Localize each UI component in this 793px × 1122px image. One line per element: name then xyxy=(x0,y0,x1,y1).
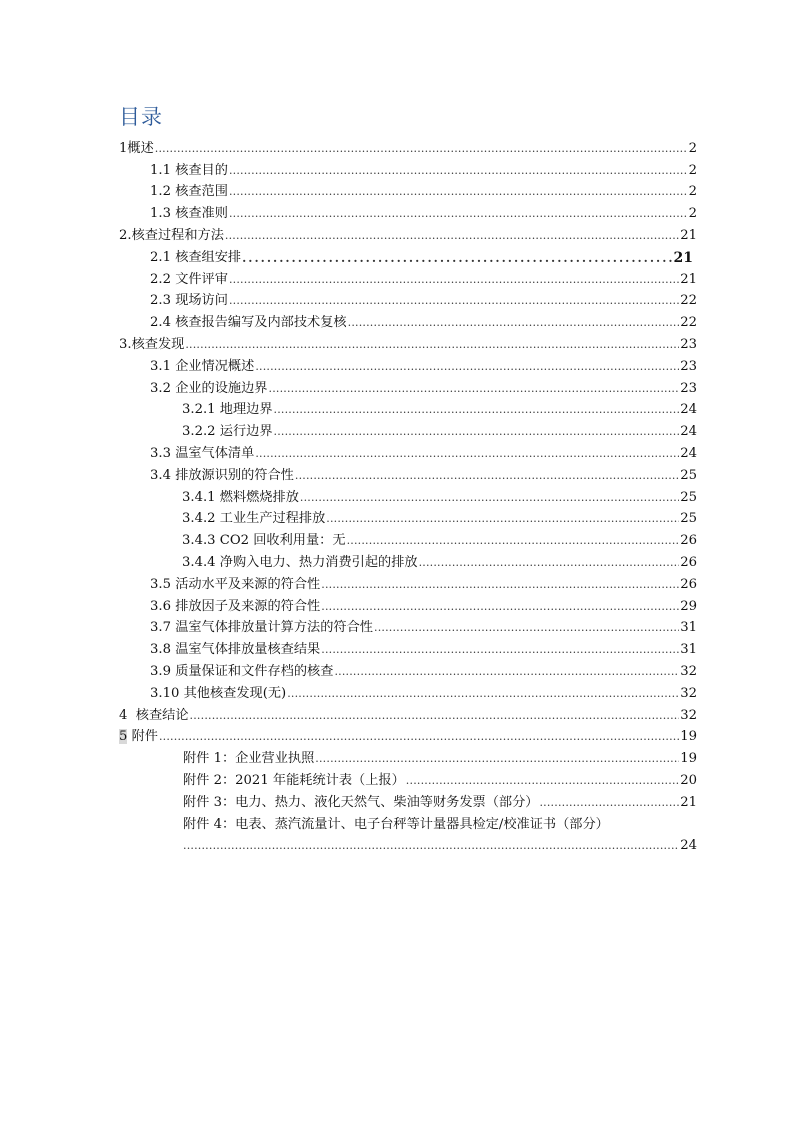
dot-leader xyxy=(321,642,679,658)
dot-leader xyxy=(406,773,679,789)
toc-entry-page: 22 xyxy=(680,293,697,309)
toc-entry-page: 2 xyxy=(688,162,697,178)
toc-entry-text: 核查过程和方法 xyxy=(131,227,224,243)
toc-entry[interactable] xyxy=(0,331,793,353)
dot-leader xyxy=(229,163,688,179)
toc-entry-text: 核查准则 xyxy=(175,206,228,222)
dot-leader xyxy=(287,686,679,702)
toc-entry-text: CO2 回收利用量：无 xyxy=(219,533,346,549)
toc-entry-number: 3.2.2 xyxy=(182,424,216,440)
toc-entry-page: 21 xyxy=(673,249,693,266)
dot-leader xyxy=(321,599,679,615)
toc-entry-number: 1 xyxy=(119,140,128,156)
toc-entry-number: 5 xyxy=(119,729,128,745)
toc-entry[interactable] xyxy=(0,615,793,637)
toc-entry[interactable] xyxy=(0,745,793,767)
toc-entry[interactable] xyxy=(0,506,793,528)
toc-entry-text: 企业情况概述 xyxy=(175,358,255,374)
dot-leader xyxy=(374,620,679,636)
toc-entry-text: 2021 年能耗统计表（上报） xyxy=(235,772,405,788)
toc-entry-number: 2.4 xyxy=(150,315,171,331)
toc-entry-number: 3.4.4 xyxy=(182,554,216,570)
toc-entry-page: 32 xyxy=(680,707,697,723)
dot-leader xyxy=(185,337,679,353)
toc-entry[interactable] xyxy=(0,593,793,615)
dot-leader xyxy=(255,359,679,375)
dot-leader xyxy=(315,751,679,767)
toc-entry-page: 23 xyxy=(680,336,697,352)
toc-entry-page: 26 xyxy=(680,554,697,570)
dot-leader xyxy=(242,250,672,266)
dot-leader xyxy=(190,708,680,724)
dot-leader xyxy=(159,729,679,745)
toc-entry-page: 23 xyxy=(680,380,697,396)
dot-leader xyxy=(334,664,679,680)
toc-entry-page: 21 xyxy=(680,271,697,287)
toc-entry-number: 3.8 xyxy=(150,642,171,658)
toc-entry-number: 3.2.1 xyxy=(182,402,216,418)
toc-entry-text: 运行边界 xyxy=(219,424,273,440)
toc-entry-number: 3.10 xyxy=(150,685,180,701)
toc-entry-page: 24 xyxy=(680,445,697,461)
toc-entry[interactable] xyxy=(0,571,793,593)
toc-entry-text: 核查范围 xyxy=(175,184,228,200)
toc-entry[interactable] xyxy=(0,244,793,266)
toc-entry-text: 温室气体排放量核查结果 xyxy=(175,642,321,658)
toc-entry-number: 3.3 xyxy=(150,445,171,461)
toc-entry-text: 电力、热力、液化天然气、柴油等财务发票（部分） xyxy=(235,794,539,810)
toc-entry-text: 核查结论 xyxy=(135,707,189,723)
toc-entry-number: 附件 4： xyxy=(183,816,236,832)
dot-leader xyxy=(295,468,679,484)
dot-leader xyxy=(269,381,680,397)
toc-entry-number: 3.4.1 xyxy=(182,489,216,505)
toc-entry-page: 26 xyxy=(680,576,697,592)
toc-entry-page: 25 xyxy=(680,511,697,527)
toc-entry-page: 22 xyxy=(680,315,697,331)
dot-leader xyxy=(347,533,680,549)
toc-entry-page: 23 xyxy=(680,358,697,374)
toc-entry-number: 3.5 xyxy=(150,576,171,592)
dot-leader xyxy=(229,184,688,200)
toc-entry[interactable] xyxy=(0,636,793,658)
toc-entry-page: 32 xyxy=(680,663,697,679)
toc-entry-text: 地理边界 xyxy=(219,402,273,418)
dot-leader xyxy=(225,228,679,244)
toc-entry-continuation[interactable] xyxy=(0,833,793,855)
toc-entry-page: 26 xyxy=(680,533,697,549)
toc-entry[interactable] xyxy=(0,658,793,680)
toc-entry-text: 核查目的 xyxy=(175,162,228,178)
toc-entry-number: 2.2 xyxy=(150,271,171,287)
toc-entry-number: 1.1 xyxy=(150,162,171,178)
toc-entry-number: 附件 2： xyxy=(183,772,236,788)
toc-entry[interactable] xyxy=(0,397,793,419)
toc-entry[interactable] xyxy=(0,418,793,440)
toc-entry-number: 3.2 xyxy=(150,380,171,396)
toc-entry-page: 31 xyxy=(680,642,697,658)
toc-entry[interactable] xyxy=(0,440,793,462)
toc-entry-page: 24 xyxy=(680,424,697,440)
toc-entry-text: 概述 xyxy=(127,140,154,156)
toc-entry[interactable] xyxy=(0,200,793,222)
toc-entry-page: 21 xyxy=(680,794,697,810)
toc-entry[interactable] xyxy=(0,179,793,201)
toc-entry-text: 温室气体清单 xyxy=(175,445,255,461)
dot-leader xyxy=(255,446,679,462)
toc-entry-number: 3.4.3 xyxy=(182,533,216,549)
dot-leader xyxy=(274,402,680,418)
dot-leader xyxy=(183,838,679,854)
toc-entry-text: 文件评审 xyxy=(175,271,228,287)
toc-entry[interactable] xyxy=(0,135,793,157)
toc-entry-page: 24 xyxy=(680,402,697,418)
toc-entry[interactable] xyxy=(0,288,793,310)
toc-entry[interactable] xyxy=(0,549,793,571)
toc-entry-text: 企业的设施边界 xyxy=(175,380,268,396)
toc-entry-text: 排放因子及来源的符合性 xyxy=(175,598,321,614)
toc-entry-number: 3.9 xyxy=(150,663,171,679)
toc-entry-page: 31 xyxy=(680,620,697,636)
toc-entry[interactable] xyxy=(0,353,793,375)
toc-entry-text: 活动水平及来源的符合性 xyxy=(175,576,321,592)
toc-entry-page: 2 xyxy=(688,140,697,156)
toc-entry-text: 排放源识别的符合性 xyxy=(175,467,294,483)
toc-entry-text: 质量保证和文件存档的核查 xyxy=(175,663,334,679)
toc-entry-page: 19 xyxy=(680,729,697,745)
dot-leader xyxy=(326,511,679,527)
toc-entry-page: 2 xyxy=(688,206,697,222)
toc-entry-number: 附件 3： xyxy=(183,794,236,810)
toc-entry[interactable] xyxy=(0,375,793,397)
toc-entry-page: 25 xyxy=(680,489,697,505)
toc-entry-text: 附件 xyxy=(131,729,158,745)
toc-entry[interactable] xyxy=(0,767,793,789)
toc-entry-page: 2 xyxy=(688,184,697,200)
dot-leader xyxy=(274,424,680,440)
toc-entry[interactable] xyxy=(0,789,793,811)
toc-entry-text: 企业营业执照 xyxy=(235,751,315,767)
toc-entry[interactable] xyxy=(0,680,793,702)
toc-entry-page: 32 xyxy=(680,685,697,701)
toc-entry-text: 核查组安排 xyxy=(175,249,242,265)
toc-entry-page: 24 xyxy=(680,838,697,854)
toc-entry-number: 3. xyxy=(119,336,132,352)
toc-entry[interactable] xyxy=(0,462,793,484)
toc-entry-page: 29 xyxy=(680,598,697,614)
toc-entry-number: 3.4.2 xyxy=(182,511,216,527)
toc-entry-text: 现场访问 xyxy=(175,293,228,309)
toc-entry[interactable] xyxy=(0,309,793,331)
toc-entry-number: 3.7 xyxy=(150,620,171,636)
toc-entry-number: 3.1 xyxy=(150,358,171,374)
toc-entry[interactable] xyxy=(0,811,793,833)
toc-entry[interactable] xyxy=(0,702,793,724)
toc-entry-text: 温室气体排放量计算方法的符合性 xyxy=(175,620,373,636)
toc-entry-number: 附件 1： xyxy=(183,751,236,767)
toc-entry-page: 25 xyxy=(680,467,697,483)
dot-leader xyxy=(229,206,688,222)
dot-leader xyxy=(348,315,680,331)
toc-entry-number: 1.3 xyxy=(150,206,171,222)
toc-entry-number: 2. xyxy=(119,227,132,243)
toc-entry[interactable] xyxy=(0,484,793,506)
toc-entry[interactable] xyxy=(0,724,793,746)
toc-entry[interactable] xyxy=(0,266,793,288)
toc-entry-page: 19 xyxy=(680,751,697,767)
dot-leader xyxy=(155,141,688,157)
toc-entry-text: 工业生产过程排放 xyxy=(219,511,326,527)
toc-entry-number: 2.1 xyxy=(150,249,171,265)
toc-title: 目录 xyxy=(119,105,163,129)
toc-entry-text: 燃料燃烧排放 xyxy=(219,489,299,505)
dot-leader xyxy=(300,490,679,506)
toc-entry-text: 净购入电力、热力消费引起的排放 xyxy=(219,554,418,570)
toc-entry[interactable] xyxy=(0,527,793,549)
toc-entry-number: 3.6 xyxy=(150,598,171,614)
toc-entry-number: 2.3 xyxy=(150,293,171,309)
toc-entry-text: 其他核查发现(无) xyxy=(183,685,287,701)
dot-leader xyxy=(321,577,679,593)
toc-entry[interactable] xyxy=(0,157,793,179)
dot-leader xyxy=(229,293,679,309)
toc-entry-number: 1.2 xyxy=(150,184,171,200)
toc-entry-number: 4 xyxy=(119,707,128,723)
table-of-contents xyxy=(0,135,793,854)
toc-entry-page: 20 xyxy=(680,772,697,788)
toc-entry-text: 电表、蒸汽流量计、电子台秤等计量器具检定/校准证书（部分） xyxy=(235,816,609,832)
dot-leader xyxy=(539,795,679,811)
dot-leader xyxy=(419,555,680,571)
toc-entry-page: 21 xyxy=(680,227,697,243)
toc-entry-text: 核查报告编写及内部技术复核 xyxy=(175,315,347,331)
toc-entry[interactable] xyxy=(0,222,793,244)
toc-entry-number: 3.4 xyxy=(150,467,171,483)
dot-leader xyxy=(229,272,679,288)
toc-entry-text: 核查发现 xyxy=(131,336,185,352)
